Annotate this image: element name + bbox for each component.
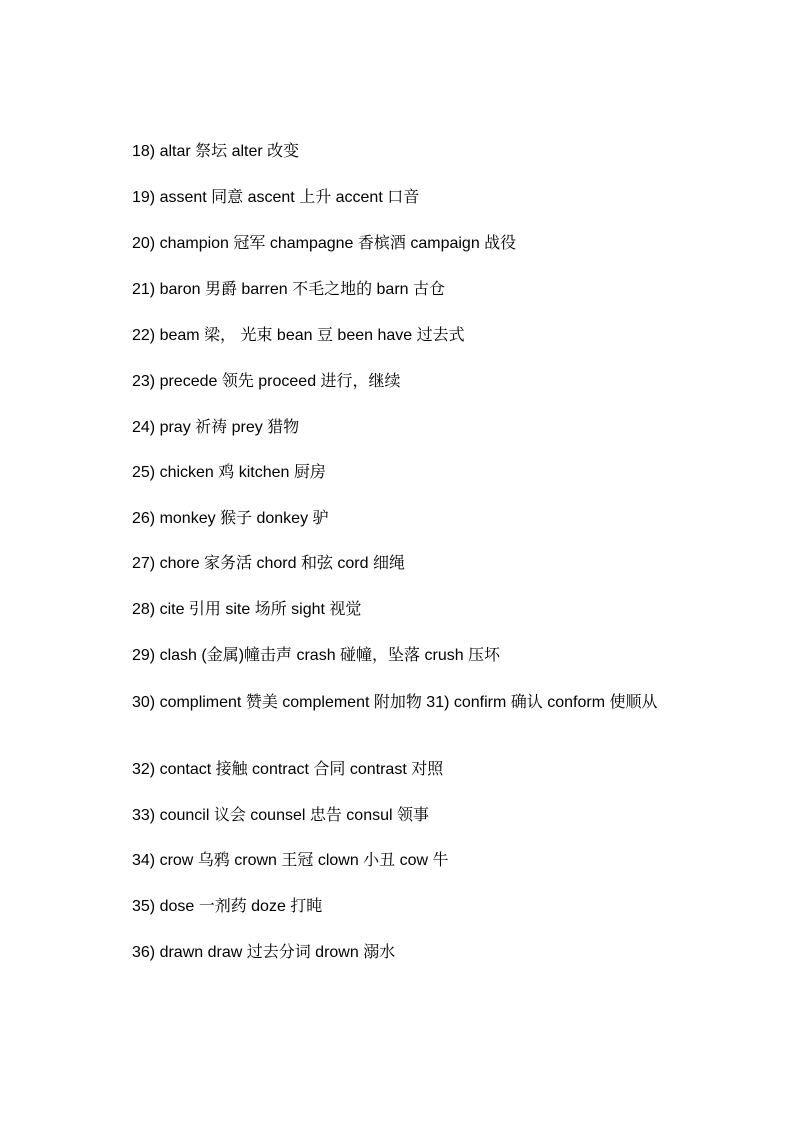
vocab-entry-30-31: 30) compliment 赞美 complement 附加物 31) confirm 确认 conform 使顺从: [132, 694, 658, 711]
vocab-entry-20: 20) champion 冠军 champagne 香槟酒 campaign 战役: [132, 235, 517, 252]
vocab-entry-22: 22) beam 梁， 光束 bean 豆 been have 过去式: [132, 327, 465, 344]
vocab-entry-21: 21) baron 男爵 barren 不毛之地的 barn 古仓: [132, 281, 445, 298]
vocab-entry-18: 18) altar 祭坛 alter 改变: [132, 143, 300, 160]
vocab-entry-29: 29) clash (金属)幢击声 crash 碰幢，坠落 crush 压坏: [132, 647, 501, 664]
vocab-entry-36: 36) drawn draw 过去分词 drown 溺水: [132, 944, 396, 961]
vocab-entry-35: 35) dose 一剂药 doze 打盹: [132, 898, 323, 915]
vocab-entry-33: 33) council 议会 counsel 忠告 consul 领事: [132, 807, 430, 824]
vocab-entry-23: 23) precede 领先 proceed 进行，继续: [132, 373, 401, 390]
vocab-entry-28: 28) cite 引用 site 场所 sight 视觉: [132, 601, 362, 618]
vocab-entry-34: 34) crow 乌鸦 crown 王冠 clown 小丑 cow 牛: [132, 852, 449, 869]
vocab-entry-27: 27) chore 家务活 chord 和弦 cord 细绳: [132, 555, 405, 572]
vocab-entry-24: 24) pray 祈祷 prey 猎物: [132, 419, 300, 436]
vocab-entry-26: 26) monkey 猴子 donkey 驴: [132, 510, 329, 527]
vocab-entry-32: 32) contact 接触 contract 合同 contrast 对照: [132, 761, 444, 778]
vocab-entry-19: 19) assent 同意 ascent 上升 accent 口音: [132, 189, 420, 206]
vocab-entry-25: 25) chicken 鸡 kitchen 厨房: [132, 464, 326, 481]
